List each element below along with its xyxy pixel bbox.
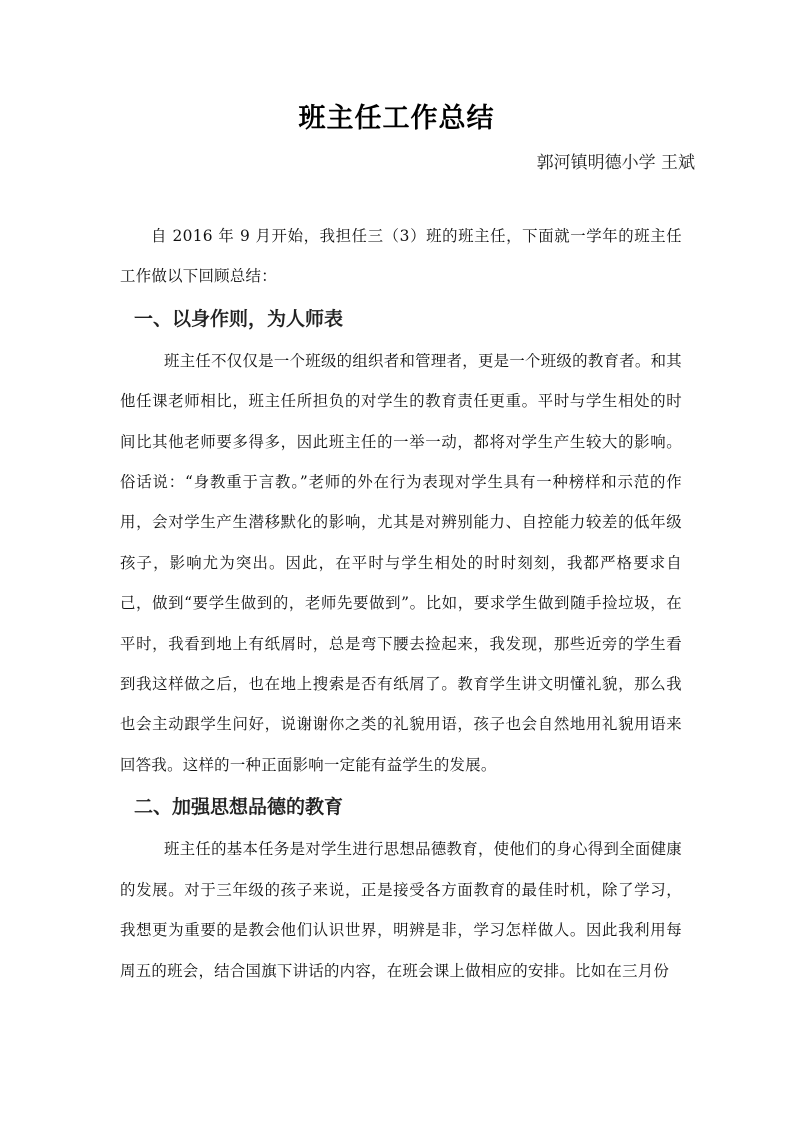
section-1-heading: 一、以身作则，为人师表: [134, 307, 344, 330]
intro-paragraph: 自 2016 年 9 月开始，我担任三（3）班的班主任，下面就一学年的班主任工作做以下回顾总结：: [120, 227, 682, 286]
document-body: [120, 216, 682, 991]
document-author: 郭河镇明德小学 王斌: [536, 153, 695, 173]
section-2-heading: 二、加强思想品德的教育: [134, 796, 344, 819]
section-2-paragraph: 班主任的基本任务是对学生进行思想品德教育，使他们的身心得到全面健康的发展。对于三年级的孩子来说，正是接受各方面教育的最佳时机，除了学习，我想更为重要的是教会他们认识世界，明辨是非，学习怎样做人。因此我利用每周五的班会，结合国旗下讲话的内容，在班会课上做相应的安排。比如在三月份: [120, 840, 682, 980]
document-title: 班主任工作总结: [298, 103, 495, 134]
section-1-paragraph: 班主任不仅仅是一个班级的组织者和管理者，更是一个班级的教育者。和其他任课老师相比，班主任所担负的对学生的教育责任更重。平时与学生相处的时间比其他老师要多得多，因此班主任的一举一动，都将对学生产生较大的影响。俗话说：“身教重于言教。”老师的外在行为表现对学生具有一种榜样和示范的作用，会对学生产生潜移默化的影响，尤其是对辨别能力、自控能力较差的低年级孩子，影响尤为突出。因此，在平时与学生相处的时时刻刻，我都严格要求自己，做到“要学生做到的，老师先要做到”。比如，要求学生做到随手捡垃圾，在平时，我看到地上有纸屑时，总是弯下腰去捡起来，我发现，那些近旁的学生看到我这样做之后，也在地上搜索是否有纸屑了。教育学生讲文明懂礼貌，那么我也会主动跟学生问好，说谢谢你之类的礼貌用语，孩子也会自然地用礼貌用语来回答我。这样的一种正面影响一定能有益学生的发展。: [120, 351, 682, 774]
